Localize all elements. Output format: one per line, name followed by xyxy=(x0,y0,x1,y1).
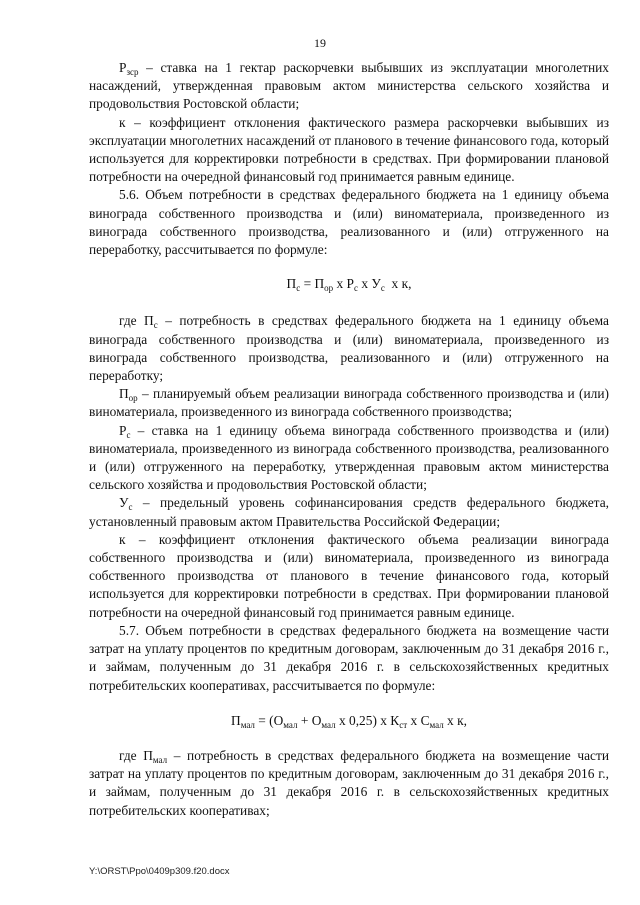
symbol-subscript: ор xyxy=(128,393,138,404)
paragraph-prefix: где П xyxy=(119,313,154,329)
symbol-subscript: мал xyxy=(152,754,168,765)
symbol: Р xyxy=(119,60,127,75)
symbol-subscript: с xyxy=(126,429,131,440)
formula-term: П xyxy=(286,276,297,292)
document-body xyxy=(89,59,609,820)
paragraph-text: – ставка на 1 гектар раскорчевки выбывших из эксплуатации многолетних насаждений, утвержденная правовым актом министерства сельского хозяйства и продовольствия Ростовской области; xyxy=(89,60,609,112)
formula-subscript: мал xyxy=(240,719,255,730)
formula-pmal xyxy=(89,712,609,730)
formula-term: х У xyxy=(357,276,381,292)
formula-subscript: с xyxy=(296,283,301,294)
formula-term: П xyxy=(231,712,241,728)
formula-term: = П xyxy=(300,276,325,292)
formula-subscript: ст xyxy=(399,719,408,730)
symbol-subscript: зср xyxy=(126,67,139,77)
symbol-subscript: с xyxy=(128,502,133,513)
paragraph-5-6: 5.6. Объем потребности в средствах федерального бюджета на 1 единицу объема винограда собственного производства и (или) виноматериала, произведенного из винограда собственного производства, реализованного и (или) отгруженного на переработку, рассчитывается по формуле: xyxy=(89,187,609,258)
paragraph-pmal-definition xyxy=(89,747,609,820)
paragraph-rzsr-definition xyxy=(89,59,609,114)
paragraph-prefix: где П xyxy=(119,747,153,763)
file-path-footer: Y:\ORST\Ppo\0409p309.f20.docx xyxy=(89,866,230,877)
formula-term: х к, xyxy=(443,712,467,728)
formula-term: х С xyxy=(407,712,430,728)
paragraph-text: – планируемый объем реализации винограда собственного производства и (или) виноматериала, произведенного из винограда собственного производства; xyxy=(89,386,609,420)
formula-subscript: мал xyxy=(321,719,336,730)
paragraph-us-definition xyxy=(89,494,609,530)
symbol: У xyxy=(119,495,129,511)
formula-term: + О xyxy=(297,712,322,728)
paragraph-rs-definition xyxy=(89,422,609,495)
symbol: Р xyxy=(119,422,127,438)
formula-subscript: с xyxy=(353,283,358,294)
paragraph-text: – предельный уровень софинансирования средств федерального бюджета, установленный правовым актом Правительства Российской Федерации; xyxy=(89,495,609,529)
formula-ps xyxy=(89,275,609,293)
formula-term: = (О xyxy=(254,712,284,728)
paragraph-text: – ставка на 1 единицу объема винограда собственного производства и (или) виноматериала, произведенного из винограда собственного производства, реализованного и (или) отгруженного на переработку, утвержденная правовым актом министерства сельского хозяйства и продовольствия Ростовской области; xyxy=(89,422,609,493)
paragraph-k-definition-2: к – коэффициент отклонения фактического объема реализации винограда собственного производства и (или) виноматериала, произведенного из винограда собственного производства от планового в течение финансового года, который используется для корректировки потребности в средствах. При формировании плановой потребности на очередной финансовый год принимается равным единице. xyxy=(89,531,609,620)
symbol: П xyxy=(119,386,129,402)
symbol-subscript: с xyxy=(153,320,158,331)
formula-subscript: ор xyxy=(324,283,334,294)
formula-subscript: мал xyxy=(283,719,298,730)
page-number: 19 xyxy=(314,36,326,50)
formula-term: х 0,25) х К xyxy=(335,712,400,728)
formula-term: х Р xyxy=(333,276,354,292)
paragraph-text: – потребность в средствах федерального бюджета на возмещение части затрат на уплату процентов по кредитным договорам, заключенным до 31 декабря 2016 г., и займам, полученным до 31 декабря 2016 г. в сельскохозяйственных кредитных потребительских кооперативах; xyxy=(89,747,609,818)
paragraph-por-definition xyxy=(89,385,609,421)
paragraph-k-definition-1: к – коэффициент отклонения фактического размера раскорчевки выбывших из эксплуатации многолетних насаждений от планового в течение финансового года, который используется для корректировки потребности в средствах. При формировании плановой потребности на очередной финансовый год принимается равным единице. xyxy=(89,114,609,185)
paragraph-ps-definition xyxy=(89,312,609,385)
formula-subscript: мал xyxy=(429,719,444,730)
formula-subscript: с xyxy=(380,283,385,294)
paragraph-text: – потребность в средствах федерального бюджета на 1 единицу объема винограда собственного производства и (или) виноматериала, произведенного из винограда собственного производства, реализованного и (или) отгруженного на переработку; xyxy=(89,313,609,384)
formula-term: х к, xyxy=(384,276,412,292)
paragraph-5-7: 5.7. Объем потребности в средствах федерального бюджета на возмещение части затрат на уплату процентов по кредитным договорам, заключенным до 31 декабря 2016 г., и займам, полученным до 31 декабря 2016 г. в сельскохозяйственных кредитных потребительских кооперативах, рассчитывается по формуле: xyxy=(89,622,609,693)
